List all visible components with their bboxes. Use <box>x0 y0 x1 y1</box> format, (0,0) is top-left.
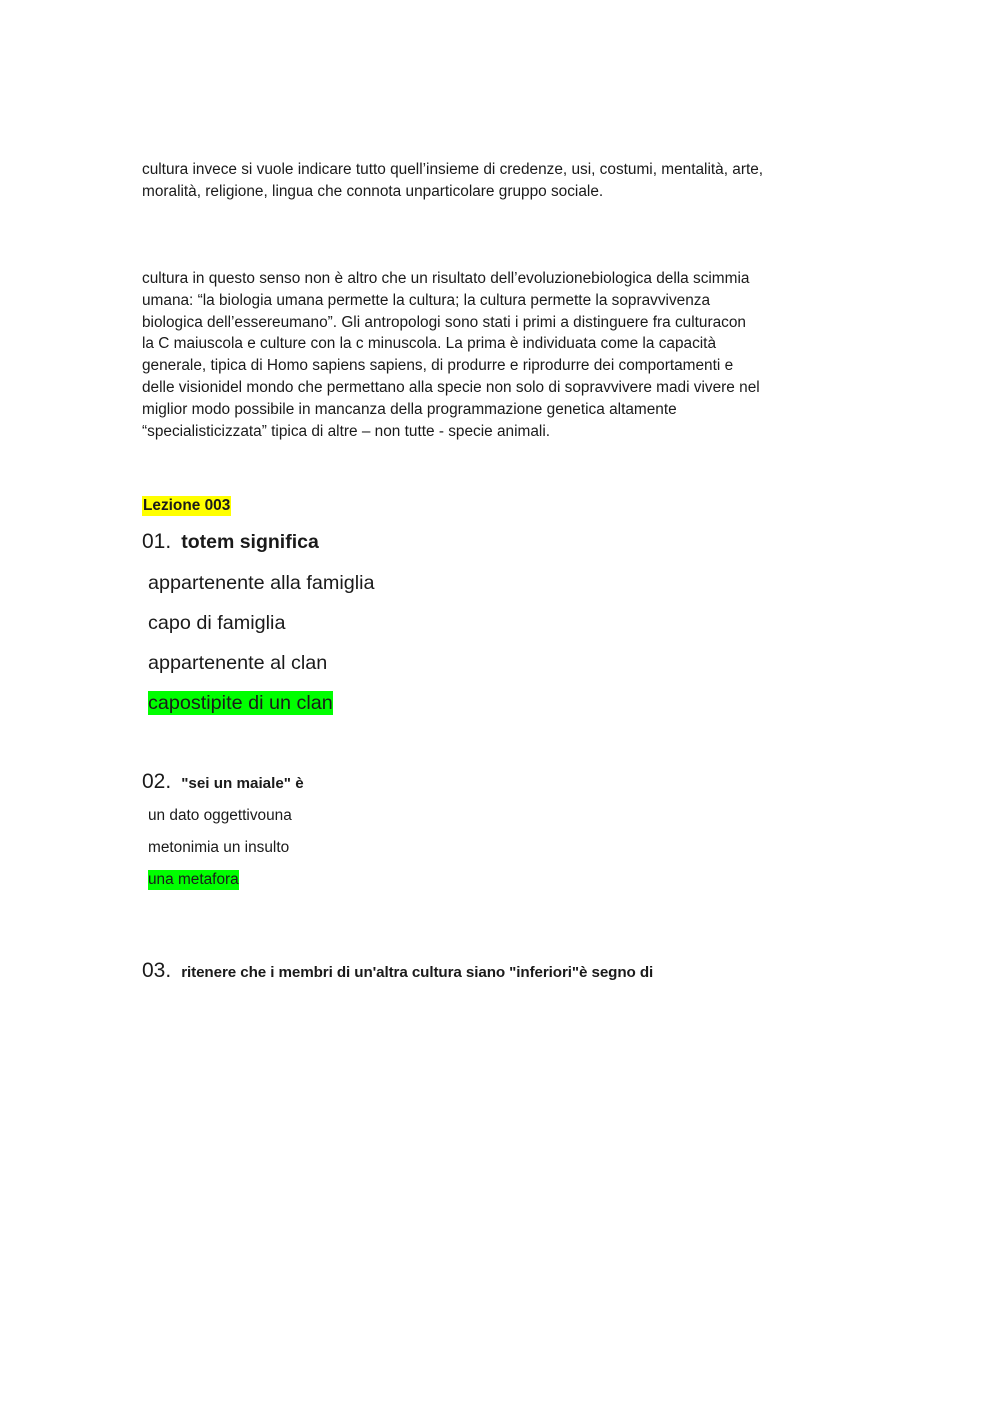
question-number: 01. <box>142 530 172 553</box>
paragraph-line: la C maiuscola e culture con la c minuscola. La prima è individuata come la capacità <box>142 335 717 353</box>
intro-paragraph <box>142 159 852 203</box>
question-number: 03. <box>142 959 172 982</box>
main-paragraph <box>142 268 852 442</box>
answer-option: appartenente al clan <box>148 652 328 674</box>
question-text: totem significa <box>181 531 319 553</box>
paragraph-line: cultura in questo senso non è altro che un risultato dell’evoluzionebiologica della scimmia <box>142 270 750 287</box>
correct-answer-option: capostipite di un clan <box>148 692 333 714</box>
correct-answer-option: una metafora <box>148 871 239 888</box>
answer-option: metonimia un insulto <box>148 839 290 856</box>
paragraph-line: “specialisticizzata” tipica di altre – non tutte - specie animali. <box>142 422 551 440</box>
paragraph-line: generale, tipica di Homo sapiens sapiens, di produrre e riprodurre dei comportamenti e <box>142 357 734 375</box>
question-number: 02. <box>142 770 172 793</box>
question-1-heading <box>142 530 319 554</box>
answer-option: appartenente alla famiglia <box>148 572 375 594</box>
paragraph-line: biologica dell’essereumano”. Gli antropologi sono stati i primi a distinguere fra culturacon <box>142 313 746 331</box>
paragraph-line: moralità, religione, lingua che connota unparticolare gruppo sociale. <box>142 182 604 200</box>
answer-option: capo di famiglia <box>148 612 286 634</box>
paragraph-line: cultura invece si vuole indicare tutto quell’insieme di credenze, usi, costumi, mentalità, arte, <box>142 161 764 178</box>
question-text: "sei un maiale" è <box>181 775 304 792</box>
paragraph-line: delle visionidel mondo che permettano alla specie non solo di sopravvivere madi vivere nel <box>142 378 760 396</box>
question-3-heading <box>142 959 653 983</box>
question-text: ritenere che i membri di un'altra cultura siano "inferiori"è segno di <box>181 964 654 981</box>
paragraph-line: umana: “la biologia umana permette la cultura; la cultura permette la sopravvivenza <box>142 291 711 309</box>
lesson-heading: Lezione 003 <box>143 497 231 514</box>
question-2-heading <box>142 770 304 794</box>
paragraph-line: miglior modo possibile in mancanza della programmazione genetica altamente <box>142 400 677 418</box>
answer-option: un dato oggettivouna <box>148 807 292 824</box>
